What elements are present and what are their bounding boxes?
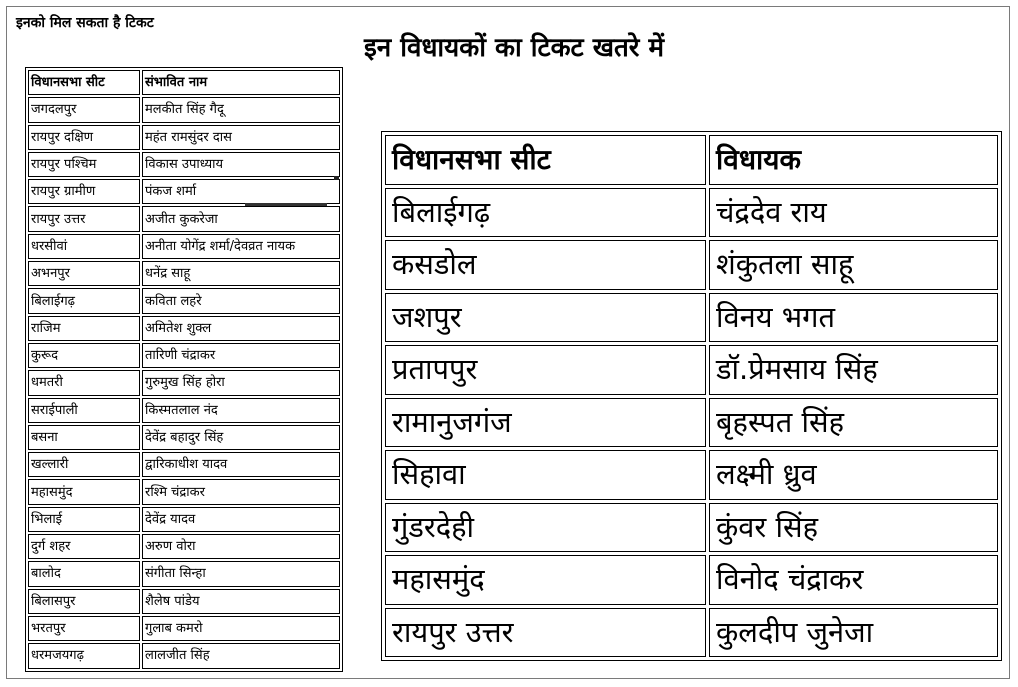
seat-cell: रायपुर ग्रामीण	[28, 179, 140, 204]
seat-cell: रायपुर उत्तर	[385, 608, 706, 658]
name-cell: देवेंद्र बहादुर सिंह	[142, 425, 340, 450]
table-row	[385, 293, 998, 343]
page-title: इन विधायकों का टिकट खतरे में	[364, 33, 665, 63]
table-row	[28, 425, 340, 450]
table-row	[385, 450, 998, 500]
header-seat: विधानसभा सीट	[385, 135, 706, 185]
name-cell: अजीत कुकरेजा	[142, 206, 340, 231]
table-row	[385, 345, 998, 395]
table-row	[28, 561, 340, 586]
table-row	[28, 643, 340, 668]
name-cell: रश्मि चंद्राकर	[142, 479, 340, 504]
seat-cell: सिहावा	[385, 450, 706, 500]
table-row	[28, 343, 340, 368]
seat-cell: बिलाईगढ़	[385, 188, 706, 238]
name-cell: विनय भगत	[709, 293, 998, 343]
header-name: विधायक	[709, 135, 998, 185]
name-cell: शैलेष पांडेय	[142, 589, 340, 614]
table-header-row	[385, 135, 998, 185]
name-cell: डॉ.प्रेमसाय सिंह	[709, 345, 998, 395]
mla-at-risk-table	[381, 131, 1002, 661]
header-seat: विधानसभा सीट	[28, 70, 140, 95]
seat-cell: महासमुंद	[28, 479, 140, 504]
table-row	[28, 589, 340, 614]
table-row	[28, 398, 340, 423]
seat-cell: राजिम	[28, 316, 140, 341]
name-cell: विनोद चंद्राकर	[709, 555, 998, 605]
scan-mark	[245, 203, 327, 206]
name-cell: पंकज शर्मा	[142, 179, 340, 204]
table-row	[28, 370, 340, 395]
name-cell: कुंवर सिंह	[709, 503, 998, 553]
table-row	[385, 608, 998, 658]
table-row	[28, 152, 340, 177]
seat-cell: बालोद	[28, 561, 140, 586]
table-row	[28, 234, 340, 259]
seat-cell: खल्लारी	[28, 452, 140, 477]
name-cell: अनीता योगेंद्र शर्मा/देवव्रत नायक	[142, 234, 340, 259]
seat-cell: बसना	[28, 425, 140, 450]
table-row	[28, 179, 340, 204]
name-cell: तारिणी चंद्राकर	[142, 343, 340, 368]
name-cell: अरुण वोरा	[142, 534, 340, 559]
name-cell: संगीता सिन्हा	[142, 561, 340, 586]
name-cell: शंकुतला साहू	[709, 240, 998, 290]
name-cell: बृहस्पत सिंह	[709, 398, 998, 448]
seat-cell: धरसीवां	[28, 234, 140, 259]
table-header-row	[28, 70, 340, 95]
seat-cell: जशपुर	[385, 293, 706, 343]
seat-cell: कुरूद	[28, 343, 140, 368]
table-row	[28, 534, 340, 559]
name-cell: देवेंद्र यादव	[142, 507, 340, 532]
table-row	[28, 479, 340, 504]
table-row	[385, 398, 998, 448]
name-cell: विकास उपाध्याय	[142, 152, 340, 177]
seat-cell: रायपुर दक्षिण	[28, 125, 140, 150]
table-row	[28, 507, 340, 532]
seat-cell: बिलासपुर	[28, 589, 140, 614]
table-row	[28, 316, 340, 341]
name-cell: कविता लहरे	[142, 288, 340, 313]
seat-cell: दुर्ग शहर	[28, 534, 140, 559]
seat-cell: भरतपुर	[28, 616, 140, 641]
seat-cell: धमतरी	[28, 370, 140, 395]
scan-mark-dot	[334, 176, 339, 180]
table-row	[28, 288, 340, 313]
seat-cell: प्रतापपुर	[385, 345, 706, 395]
name-cell: कुलदीप जुनेजा	[709, 608, 998, 658]
name-cell: गुलाब कमरो	[142, 616, 340, 641]
seat-cell: अभनपुर	[28, 261, 140, 286]
seat-cell: रायपुर उत्तर	[28, 206, 140, 231]
seat-cell: गुंडरदेही	[385, 503, 706, 553]
seat-cell: सराईपाली	[28, 398, 140, 423]
seat-cell: रामानुजगंज	[385, 398, 706, 448]
table-row	[385, 240, 998, 290]
name-cell: द्वारिकाधीश यादव	[142, 452, 340, 477]
name-cell: लालजीत सिंह	[142, 643, 340, 668]
seat-cell: भिलाई	[28, 507, 140, 532]
table-row	[385, 555, 998, 605]
name-cell: गुरुमुख सिंह होरा	[142, 370, 340, 395]
name-cell: मलकीत सिंह गैदू	[142, 97, 340, 122]
table-row	[385, 503, 998, 553]
name-cell: लक्ष्मी ध्रुव	[709, 450, 998, 500]
table-row	[28, 206, 340, 231]
left-table-heading: इनको मिल सकता है टिकट	[16, 15, 154, 31]
seat-cell: रायपुर पश्चिम	[28, 152, 140, 177]
name-cell: धनेंद्र साहू	[142, 261, 340, 286]
table-row	[28, 125, 340, 150]
table-row	[28, 261, 340, 286]
probable-candidates-table	[25, 67, 343, 672]
name-cell: किस्मतलाल नंद	[142, 398, 340, 423]
seat-cell: महासमुंद	[385, 555, 706, 605]
header-name: संभावित नाम	[142, 70, 340, 95]
name-cell: चंद्रदेव राय	[709, 188, 998, 238]
table-row	[28, 616, 340, 641]
seat-cell: जगदलपुर	[28, 97, 140, 122]
name-cell: अमितेश शुक्ल	[142, 316, 340, 341]
table-row	[385, 188, 998, 238]
seat-cell: धरमजयगढ़	[28, 643, 140, 668]
table-row	[28, 452, 340, 477]
name-cell: महंत रामसुंदर दास	[142, 125, 340, 150]
table-row	[28, 97, 340, 122]
seat-cell: कसडोल	[385, 240, 706, 290]
seat-cell: बिलाईगढ़	[28, 288, 140, 313]
